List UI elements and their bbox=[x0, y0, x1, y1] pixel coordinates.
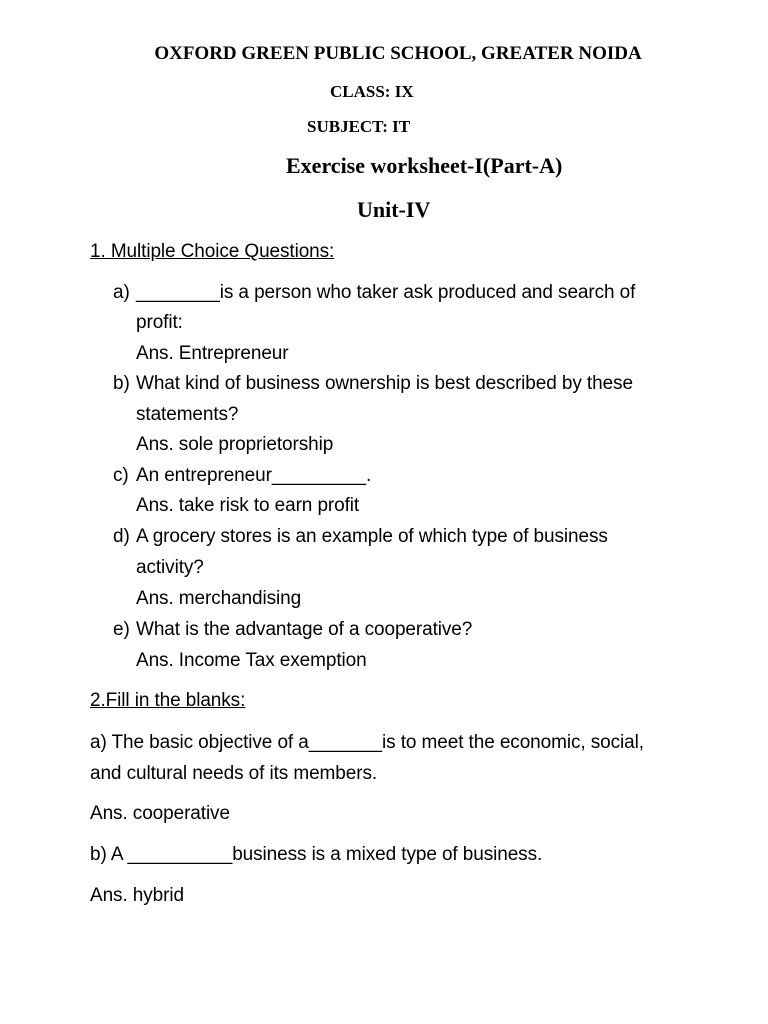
fib-section-title: 2.Fill in the blanks: bbox=[90, 690, 246, 711]
mcq-a-question-line1: ________is a person who taker ask produced and search of bbox=[136, 282, 636, 303]
mcq-a-label: a) bbox=[113, 282, 130, 303]
mcq-b-answer: Ans. sole proprietorship bbox=[136, 434, 334, 455]
mcq-c-question-line1: An entrepreneur_________. bbox=[136, 465, 372, 486]
mcq-e-question-line1: What is the advantage of a cooperative? bbox=[136, 619, 473, 640]
mcq-b-label: b) bbox=[113, 373, 130, 394]
mcq-a-answer: Ans. Entrepreneur bbox=[136, 343, 289, 364]
fib-b-question-line1: b) A __________business is a mixed type of business. bbox=[90, 844, 543, 865]
mcq-e-answer: Ans. Income Tax exemption bbox=[136, 650, 367, 671]
fib-b-answer: Ans. hybrid bbox=[90, 885, 184, 906]
school-name: OXFORD GREEN PUBLIC SCHOOL, GREATER NOIDA bbox=[154, 43, 642, 64]
mcq-b-question-line2: statements? bbox=[136, 404, 239, 425]
mcq-c-label: c) bbox=[113, 465, 129, 486]
mcq-section-title: 1. Multiple Choice Questions: bbox=[90, 241, 335, 262]
fib-a-answer: Ans. cooperative bbox=[90, 803, 230, 824]
mcq-a-question-line2: profit: bbox=[136, 312, 183, 333]
mcq-b-question-line1: What kind of business ownership is best described by these bbox=[136, 373, 633, 394]
fib-a-question-line2: and cultural needs of its members. bbox=[90, 763, 378, 784]
subject-label: SUBJECT: IT bbox=[307, 117, 411, 136]
mcq-d-answer: Ans. merchandising bbox=[136, 588, 302, 609]
mcq-d-label: d) bbox=[113, 526, 130, 547]
class-label: CLASS: IX bbox=[330, 82, 414, 101]
unit-title: Unit-IV bbox=[357, 197, 431, 222]
mcq-c-answer: Ans. take risk to earn profit bbox=[136, 495, 360, 516]
mcq-d-question-line1: A grocery stores is an example of which type of business bbox=[136, 526, 608, 547]
fib-a-question-line1: a) The basic objective of a_______is to meet the economic, social, bbox=[90, 732, 644, 753]
mcq-d-question-line2: activity? bbox=[136, 557, 204, 578]
mcq-e-label: e) bbox=[113, 619, 130, 640]
worksheet-title: Exercise worksheet-I(Part-A) bbox=[286, 153, 563, 178]
